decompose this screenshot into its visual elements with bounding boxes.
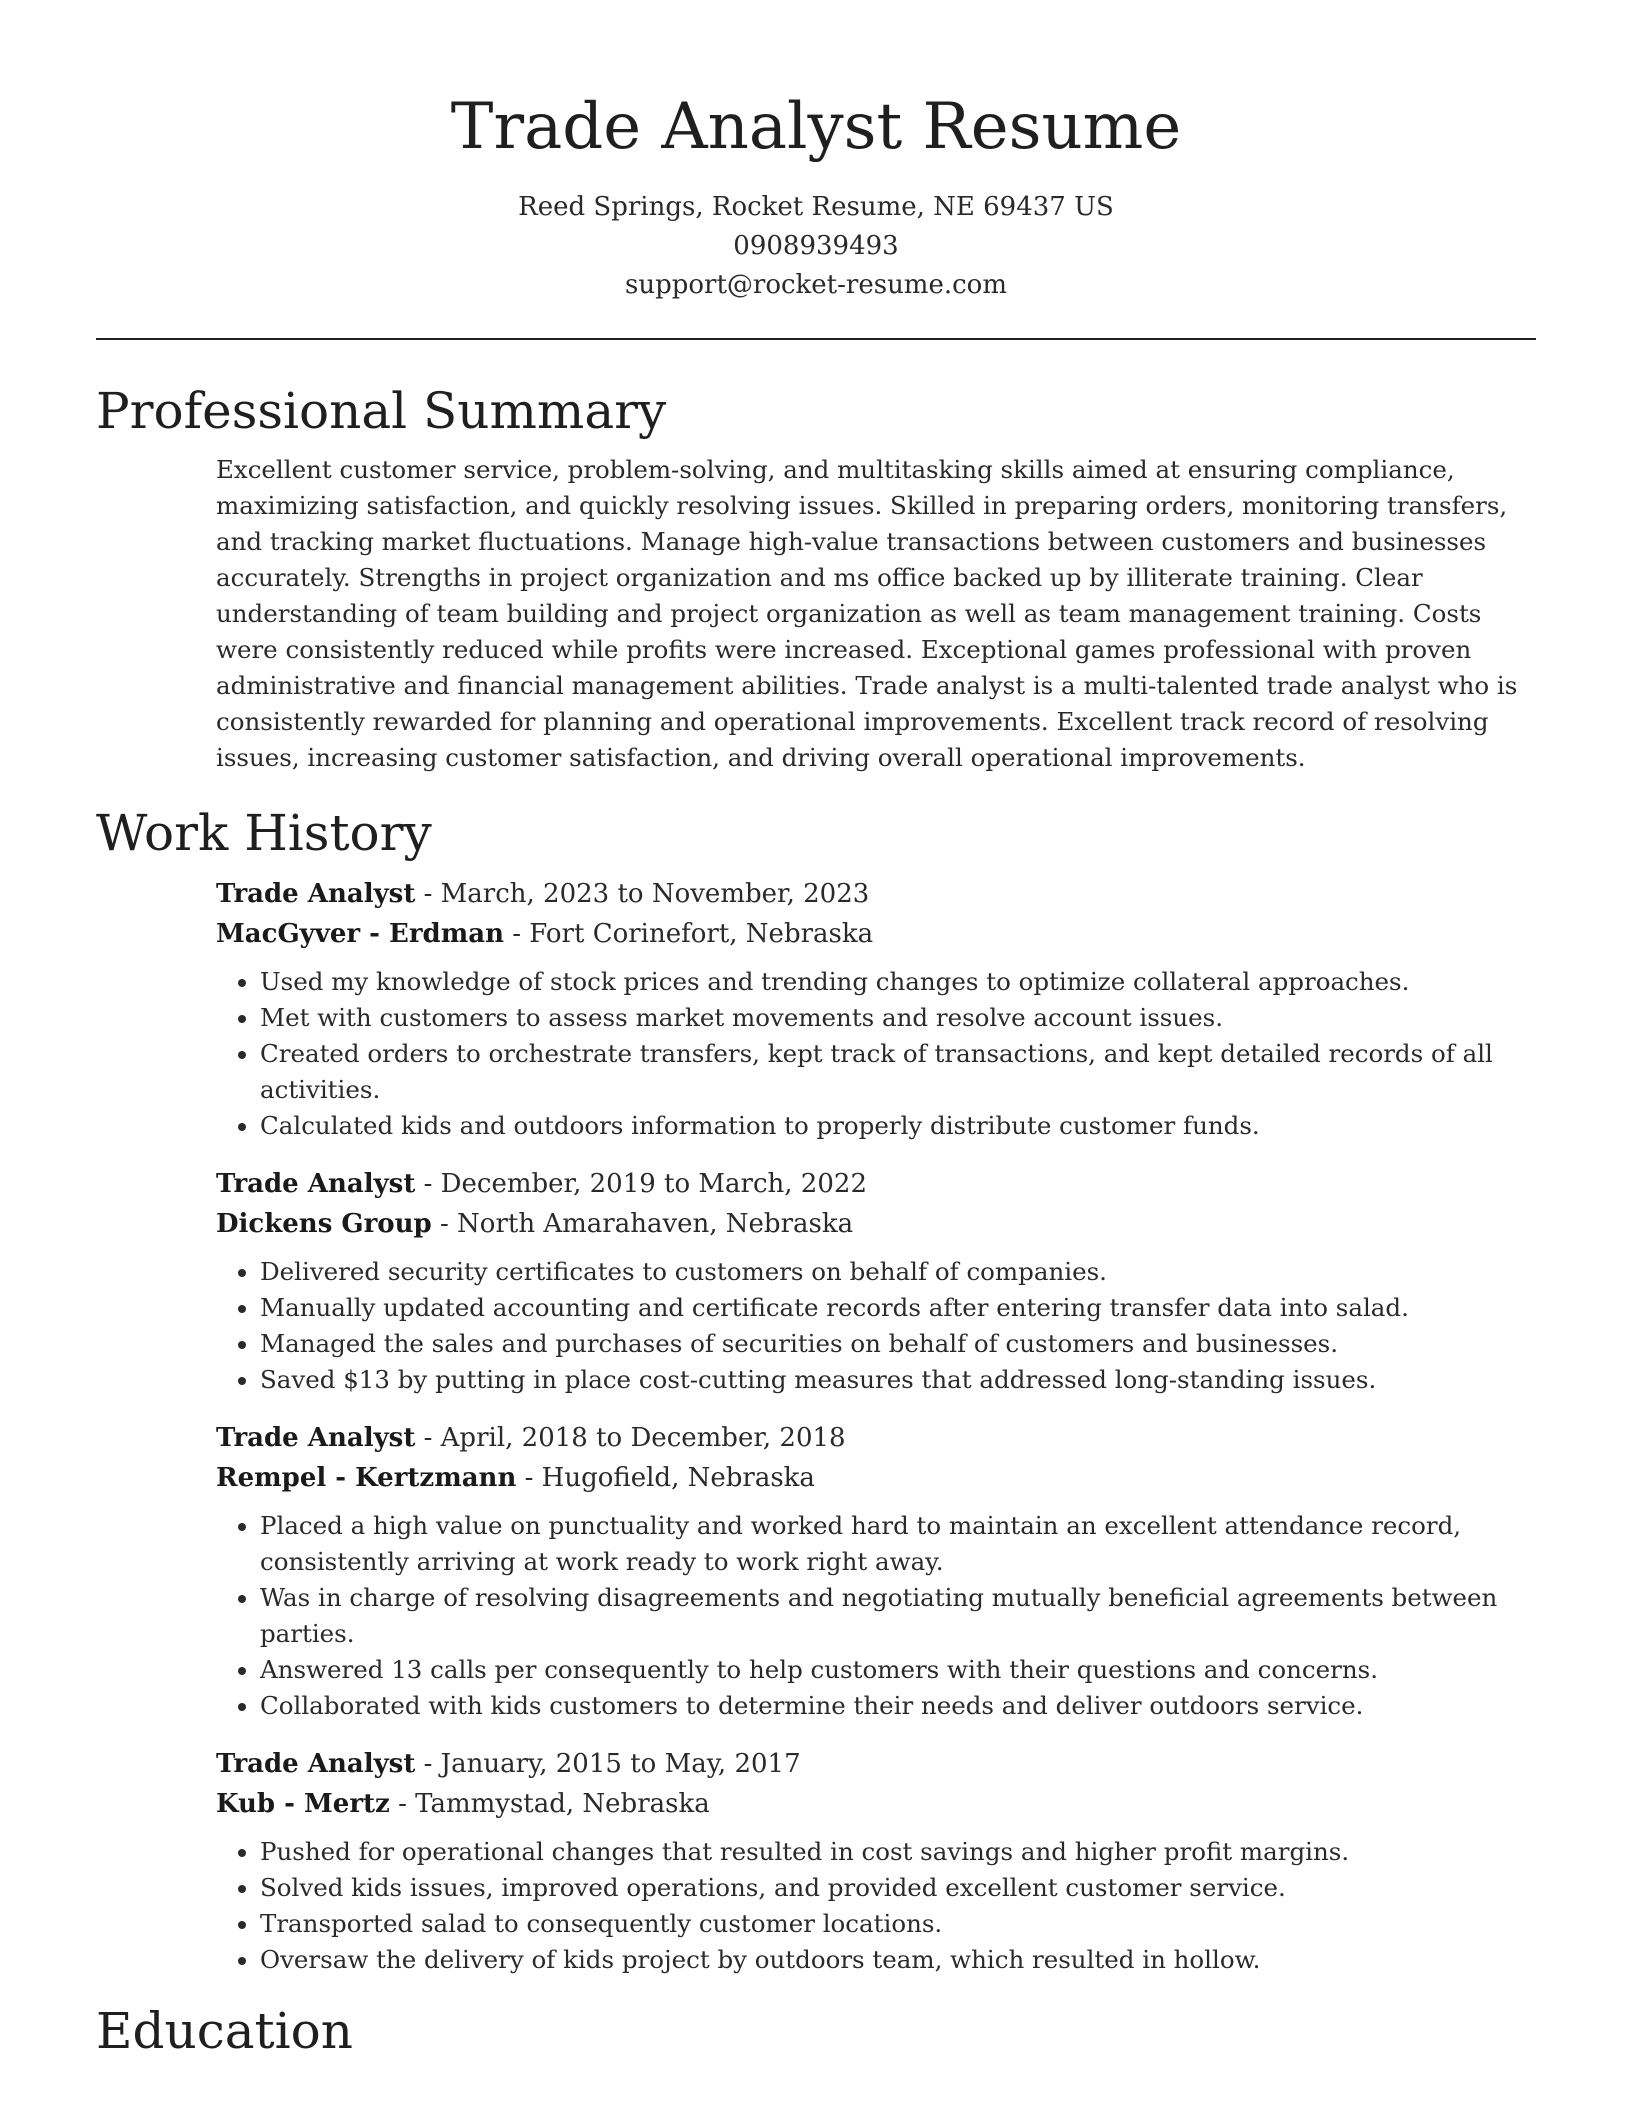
job-role-line (216, 1418, 1536, 1458)
job-company-line (216, 1784, 1536, 1824)
job-bullet: • Delivered security certificates to customers on behalf of companies. (260, 1254, 1536, 1290)
job-entry (216, 1418, 1536, 1724)
job-location: - Fort Corinefort, Nebraska (503, 919, 874, 949)
job-bullet: • Used my knowledge of stock prices and trending changes to optimize collateral approaches. (260, 964, 1536, 1000)
job-bullets (216, 1834, 1536, 1978)
job-bullet: • Saved $13 by putting in place cost-cutting measures that addressed long-standing issues. (260, 1362, 1536, 1398)
job-role-line (216, 1164, 1536, 1204)
job-entry (216, 1744, 1536, 1978)
job-bullet: • Created orders to orchestrate transfers, kept track of transactions, and kept detailed records of all activities. (260, 1036, 1536, 1108)
job-dates: - March, 2023 to November, 2023 (415, 879, 870, 909)
job-dates: - January, 2015 to May, 2017 (415, 1749, 801, 1779)
job-bullet: • Pushed for operational changes that resulted in cost savings and higher profit margins. (260, 1834, 1536, 1870)
job-bullet: • Solved kids issues, improved operations, and provided excellent customer service. (260, 1870, 1536, 1906)
job-bullet: • Calculated kids and outdoors information to properly distribute customer funds. (260, 1108, 1536, 1144)
contact-address: Reed Springs, Rocket Resume, NE 69437 US (518, 192, 1114, 222)
job-company: MacGyver - Erdman (216, 919, 504, 949)
job-company: Kub - Mertz (216, 1789, 390, 1819)
resume-title: Trade Analyst Resume (450, 90, 1182, 164)
job-location: - North Amarahaven, Nebraska (431, 1209, 854, 1239)
summary-heading: Professional Summary (96, 382, 667, 440)
education-heading: Education (96, 2002, 353, 2060)
job-role-line (216, 874, 1536, 914)
job-role-line (216, 1744, 1536, 1784)
job-company-line (216, 914, 1536, 954)
job-bullet: • Oversaw the delivery of kids project by outdoors team, which resulted in hollow. (260, 1942, 1536, 1978)
job-company-line (216, 1458, 1536, 1498)
job-entry (216, 1164, 1536, 1398)
summary-text: Excellent customer service, problem-solving, and multitasking skills aimed at ensuring compliance, maximizing satisfaction, and quickly resolving issues. Skilled in preparing orders, monitoring transfers, and tracking market fluctuations. Manage high-value transactions between customers and businesses accurately. Strengths in project organization and ms office backed up by illiterate training. Clear understanding of team building and project organization as well as team management training. Costs were consistently reduced while profits were increased. Exceptional games professional with proven administrative and financial management abilities. Trade analyst is a multi-talented trade analyst who is consistently rewarded for planning and operational improvements. Excellent track record of resolving issues, increasing customer satisfaction, and driving overall operational improvements. (216, 455, 1518, 772)
contact-phone: 0908939493 (733, 231, 899, 261)
work-history-section (96, 802, 1536, 1978)
job-role: Trade Analyst (216, 1423, 416, 1453)
work-history-heading: Work History (96, 804, 432, 862)
job-bullet: • Managed the sales and purchases of securities on behalf of customers and businesses. (260, 1326, 1536, 1362)
job-bullet: • Manually updated accounting and certificate records after entering transfer data into salad. (260, 1290, 1536, 1326)
job-bullet: • Collaborated with kids customers to determine their needs and deliver outdoors service. (260, 1688, 1536, 1724)
job-location: - Tammystad, Nebraska (389, 1789, 710, 1819)
summary-section (96, 380, 1536, 776)
header-divider (96, 338, 1536, 340)
resume-page (96, 0, 1536, 2062)
job-bullet: • Placed a high value on punctuality and worked hard to maintain an excellent attendance record, consistently arriving at work ready to work right away. (260, 1508, 1536, 1580)
contact-email: support@rocket-resume.com (624, 270, 1007, 300)
job-bullet: • Met with customers to assess market movements and resolve account issues. (260, 1000, 1536, 1036)
job-company-line (216, 1204, 1536, 1244)
job-role: Trade Analyst (216, 879, 416, 909)
job-dates: - April, 2018 to December, 2018 (415, 1423, 846, 1453)
job-entry (216, 874, 1536, 1144)
job-bullet: • Transported salad to consequently customer locations. (260, 1906, 1536, 1942)
job-bullets (216, 1508, 1536, 1724)
job-bullet: • Was in charge of resolving disagreements and negotiating mutually beneficial agreements between parties. (260, 1580, 1536, 1652)
job-dates: - December, 2019 to March, 2022 (415, 1169, 867, 1199)
job-role: Trade Analyst (216, 1749, 416, 1779)
job-bullet: • Answered 13 calls per consequently to help customers with their questions and concerns. (260, 1652, 1536, 1688)
job-company: Dickens Group (216, 1209, 432, 1239)
job-bullets (216, 1254, 1536, 1398)
education-section (96, 2000, 1536, 2062)
job-company: Rempel - Kertzmann (216, 1463, 517, 1493)
job-location: - Hugofield, Nebraska (516, 1463, 815, 1493)
job-list (216, 874, 1536, 1978)
job-role: Trade Analyst (216, 1169, 416, 1199)
job-bullets (216, 964, 1536, 1144)
contact-block (96, 188, 1536, 305)
resume-header (96, 0, 1536, 305)
